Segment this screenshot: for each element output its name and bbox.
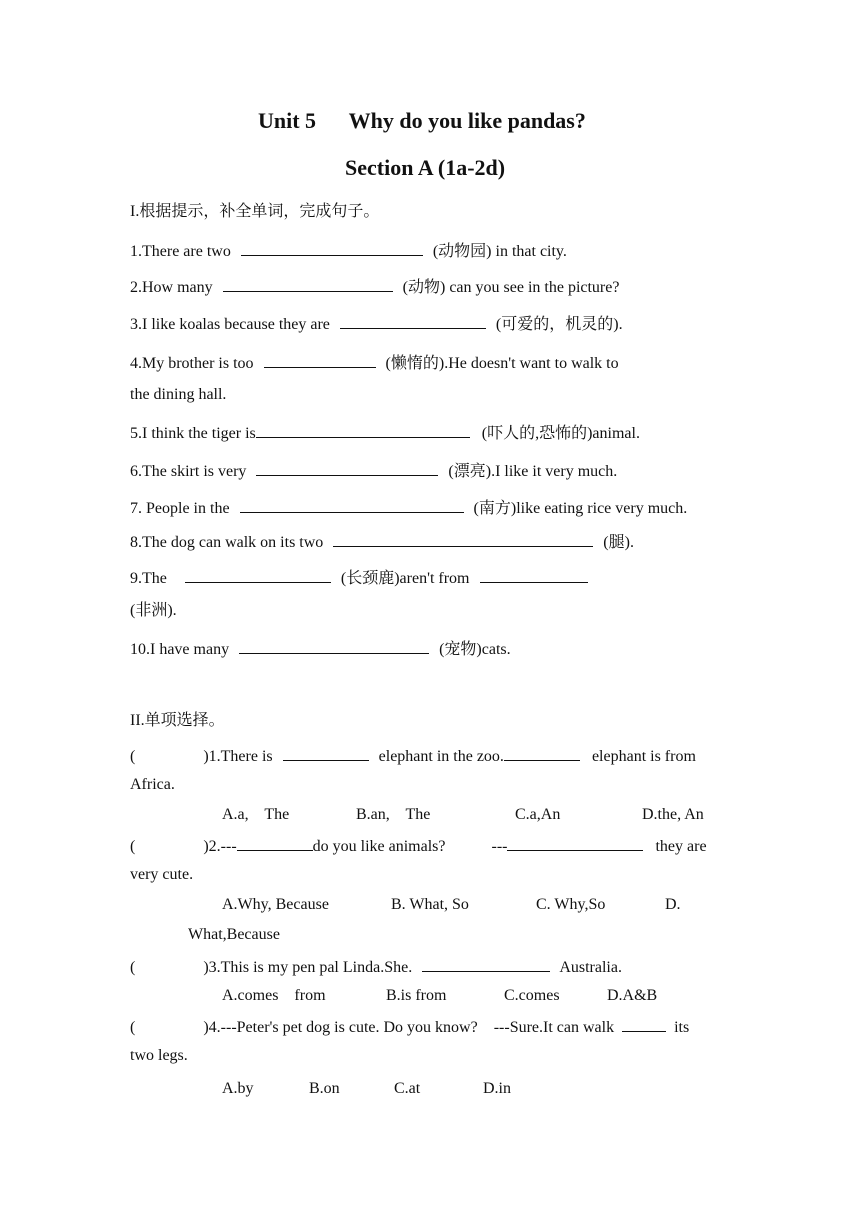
item-text: 5.I think the tiger is <box>130 425 256 442</box>
item-text: 6.The skirt is very <box>130 463 247 480</box>
item-hint: (吓人的,恐怖的)animal. <box>481 425 640 442</box>
answer-blank[interactable] <box>283 745 369 761</box>
fill-item-8 <box>130 531 634 553</box>
option-b[interactable]: B.is from <box>386 987 447 1004</box>
item-hint: (动物) can you see in the picture? <box>402 279 620 296</box>
choice-question-1 <box>130 745 696 767</box>
answer-paren[interactable]: ( <box>130 748 136 765</box>
question-text: )2.--- <box>203 838 237 855</box>
answer-paren[interactable]: ( <box>130 1019 136 1036</box>
part1-heading: I.根据提示，补全单词，完成句子。 <box>130 203 380 220</box>
option-c[interactable]: C. Why,So <box>536 896 606 913</box>
fill-item-6 <box>130 460 617 482</box>
answer-blank[interactable] <box>256 422 470 438</box>
answer-blank[interactable] <box>240 497 464 513</box>
option-d-wrap[interactable]: What,Because <box>188 926 280 943</box>
item-hint: (宠物)cats. <box>439 641 511 658</box>
question-text: Australia. <box>559 959 622 976</box>
option-a[interactable]: A.by <box>222 1080 254 1097</box>
item-hint: (懒惰的).He doesn't want to walk to <box>385 355 619 372</box>
fill-item-2 <box>130 276 619 298</box>
answer-blank[interactable] <box>507 835 643 851</box>
answer-blank[interactable] <box>256 460 438 476</box>
answer-blank[interactable] <box>223 276 393 292</box>
choice-question-1-wrap: Africa. <box>130 776 175 793</box>
answer-blank[interactable] <box>622 1016 666 1032</box>
fill-item-5 <box>130 422 640 444</box>
question-text: --- <box>491 838 508 855</box>
item-hint: (漂亮).I like it very much. <box>448 463 618 480</box>
item-text: 8.The dog can walk on its two <box>130 534 324 551</box>
answer-blank[interactable] <box>504 745 580 761</box>
question-text: )3.This is my pen pal Linda.She. <box>203 959 413 976</box>
item-text: 10.I have many <box>130 641 230 658</box>
option-a[interactable]: A.a, The <box>222 806 290 823</box>
item-hint: (动物园) in that city. <box>432 243 567 260</box>
item-text: 2.How many <box>130 279 213 296</box>
option-b[interactable]: B.on <box>309 1080 340 1097</box>
fill-item-9 <box>130 567 588 589</box>
fill-item-9-wrap: (非洲). <box>130 602 177 619</box>
option-b[interactable]: B.an, The <box>356 806 431 823</box>
item-hint: (腿). <box>603 534 634 551</box>
fill-item-3 <box>130 313 623 335</box>
answer-blank[interactable] <box>264 352 376 368</box>
choice-question-4-wrap: two legs. <box>130 1047 188 1064</box>
answer-blank[interactable] <box>480 567 588 583</box>
item-hint: (长颈鹿)aren't from <box>340 570 470 587</box>
item-text: 9.The <box>130 570 167 587</box>
option-b[interactable]: B. What, So <box>391 896 469 913</box>
answer-blank[interactable] <box>241 240 423 256</box>
fill-item-10 <box>130 638 511 660</box>
answer-blank[interactable] <box>239 638 429 654</box>
option-d[interactable]: D.A&B <box>607 987 658 1004</box>
option-d[interactable]: D.the, An <box>642 806 704 823</box>
answer-paren[interactable]: ( <box>130 838 136 855</box>
question-text: do you like animals? <box>312 838 446 855</box>
part2-heading: II.单项选择。 <box>130 712 225 729</box>
item-text: 1.There are two <box>130 243 231 260</box>
option-a[interactable]: A.comes from <box>222 987 326 1004</box>
option-d[interactable]: D.in <box>483 1080 511 1097</box>
choice-question-2 <box>130 835 707 857</box>
option-c[interactable]: C.comes <box>504 987 560 1004</box>
question-text: )4.---Peter's pet dog is cute. Do you know? ---Sure.It can walk <box>203 1019 615 1036</box>
question-text: they are <box>655 838 707 855</box>
choice-question-4 <box>130 1016 689 1038</box>
item-hint: (南方)like eating rice very much. <box>473 500 688 517</box>
answer-blank[interactable] <box>185 567 331 583</box>
item-text: 7. People in the <box>130 500 230 517</box>
item-text: 4.My brother is too <box>130 355 254 372</box>
question-text: elephant is from <box>591 748 696 765</box>
question-text: elephant in the zoo. <box>378 748 504 765</box>
answer-blank[interactable] <box>237 835 313 851</box>
choice-question-3 <box>130 956 622 978</box>
section-subtitle: Section A (1a-2d) <box>345 155 506 180</box>
answer-blank[interactable] <box>340 313 486 329</box>
choice-question-2-wrap: very cute. <box>130 866 194 883</box>
option-d[interactable]: D. <box>665 896 681 913</box>
answer-paren[interactable]: ( <box>130 959 136 976</box>
fill-item-1 <box>130 240 567 262</box>
fill-item-4-wrap: the dining hall. <box>130 386 227 403</box>
item-hint: (可爱的，机灵的). <box>495 316 623 333</box>
fill-item-4 <box>130 352 619 374</box>
question-text: its <box>674 1019 690 1036</box>
page-title: Unit 5 Why do you like pandas? <box>258 108 586 133</box>
option-c[interactable]: C.a,An <box>515 806 561 823</box>
question-text: )1.There is <box>203 748 273 765</box>
item-text: 3.I like koalas because they are <box>130 316 330 333</box>
option-c[interactable]: C.at <box>394 1080 421 1097</box>
option-a[interactable]: A.Why, Because <box>222 896 329 913</box>
answer-blank[interactable] <box>333 531 593 547</box>
fill-item-7 <box>130 497 687 519</box>
answer-blank[interactable] <box>422 956 550 972</box>
